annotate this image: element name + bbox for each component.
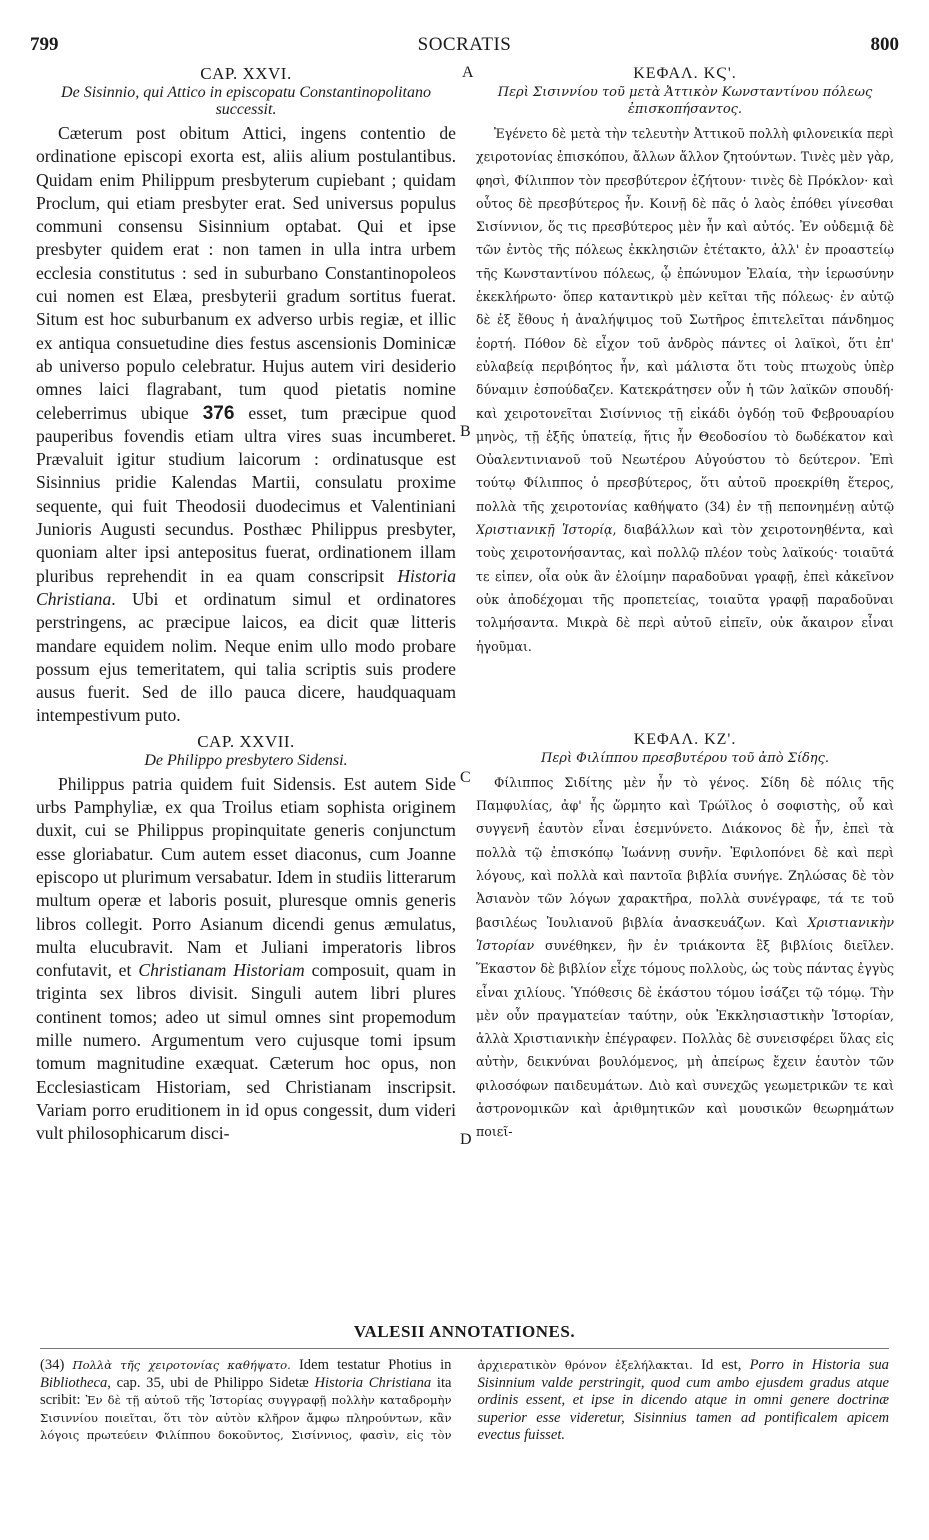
greek-27-text-b: συνέθηκεν, ἣν ἐν τριάκοντα ἓξ βιβλίοις διεῖλεν. Ἕκαστον δὲ βιβλίον εἶχε τόμους πολλοὺς, ὡς τοὺς πάντας ἐγγὺς εἶναι χιλίους. Ὑπόθεσις δὲ ἑκάστου τόμου ἰσάζει τῷ τόμῳ. Τὴν μὲν οὖν πραγματείαν ταύτην, οὐκ Ἐκκλησιαστικὴν Ἱστορίαν, ἀλλὰ Χριστιανικὴν ἐπέγραφεν. Πολλὰς δὲ συνεισφέρει ὕλας εἰς αὐτὴν, δεικνύναι βουλόμενος, μὴ ἀπείρως ἔχειν ἑαυτὸν τῶν φιλοσόφων παιδευμάτων. Διὸ καὶ συνεχῶς γεωμετρικῶν τε καὶ ἀστρονομικῶν καὶ ἀριθμητικῶν καὶ μουσικῶν θεωρημάτων ποιεῖ-: [476, 937, 894, 1140]
latin-chapter-27-text: [36, 773, 456, 1146]
latin-27-text-b: composuit, quam in triginta sex libros divisit. Singuli autem libri plures continent tomos; adeo ut simul omnes sint propemodum mille numero. Argumentum vero cujusque tomi ipsum tomum magnitudine exæquat. Cæterum hoc opus, non Ecclesiasticam Historiam, sed Christianam inscripsit. Variam porro eruditionem in id opus congessit, dum videri vult philosophicarum disci-: [36, 960, 456, 1144]
greek-column: [476, 64, 894, 1144]
greek-chapter-27-title: ΚΕΦΑΛ. ΚΖ'.: [633, 730, 737, 748]
latin-column: [36, 64, 456, 1145]
running-title: SOCRATIS: [417, 34, 512, 55]
greek-26-text-b: , διαβάλλων καὶ τὸν χειροτονηθέντα, καὶ τοὺς χειροτονήσαντας, καὶ πολλῷ πλέον τοὺς λαϊκούς· τοιαῦτά τε εἰπεν, οἷα οὐκ ἂν ἑλοίμην παραδοῦναι γραφῇ, ἐπεὶ κἀκεῖνον οὐκ ἀποδέχομαι τῆς προπετείας, τοιαῦτα γραφῇ παραδοῦναι τολμήσαντα. Μικρὰ δὲ περὶ αὐτοῦ εἰπεῖν, οὐκ ἄκαιρον εἶναι ἡγοῦμαι.: [476, 522, 894, 654]
latin-chapter-26-text: [36, 122, 456, 728]
latin-chapter-27-subtitle: De Philippo presbytero Sidensi.: [144, 751, 348, 769]
greek-26-text-a: Ἐγένετο δὲ μετὰ τὴν τελευτὴν Ἀττικοῦ πολλὴ φιλονεικία περὶ χειροτονίας ἐπισκόπου, ἄλλων ἄλλον ζητούντων. Τινὲς μὲν γὰρ, φησὶ, Φίλιππον τὸν πρεσβύτερον ἐζήτουν· τινὲς δὲ Πρόκλον· καὶ οὗτος δὲ πρεσβύτερος ἦν. Κοινῇ δὲ πᾶς ὁ λαὸς ἐπόθει γίνεσθαι Σισίννιον, ὅς τις πρεσβύτερος μὲν ἦν καὶ αὐτός. Ἐν οὐδεμιᾷ δὲ τῶν ἐντὸς τῆς πόλεως ἐκκλησιῶν ἐτέτακτο, ἀλλ' ἐν προαστείῳ τῆς Κωνσταντίνου πόλεως, ᾧ ἐπώνυμον Ἐλαία, τὴν ἱερωσύνην ἐκεκλήρωτο· ὅπερ καταντικρὺ μὲν κεῖται τῆς πόλεως· ἐν αὐτῷ δὲ ἐξ ἔθους ἡ ἀναλήψιμος τοῦ Σωτῆρος ἐπιτελεῖται πάνδημος ἑορτή. Πόθον δὲ εἶχον τοῦ ἀνδρὸς πάντες οἱ λαϊκοὶ, ὅτι ἐπ' εὐλαβείᾳ περιβόητος ἦν, καὶ μάλιστα ὅτι τοὺς πτωχοὺς ὑπὲρ δύναμιν ἐσπούδαζεν. Κατεκράτησεν οὖν ἡ τῶν λαϊκῶν σπουδή· καὶ χειροτονεῖται Σισίννιος τῇ εἰκάδι ὀγδόῃ τοῦ Φεβρουαρίου μηνὸς, τῇ ἑξῆς ὑπατείᾳ, ἥτις ἦν Θεοδοσίου τὸ δωδέκατον καὶ Οὐαλεντινιανοῦ τοῦ Νεωτέρου Αὐγούστου τὸ δεύτερον. Ἐπὶ τούτῳ Φίλιππος ὁ πρεσβύτερος, ὅτι αὐτοῦ προεκρίθη ἕτερος, πολλὰ τῆς χειροτονίας καθήψατο (34) ἐν τῇ πεπονημένῃ αὐτῷ: [476, 126, 894, 514]
latin-26-text-a: Cæterum post obitum Attici, ingens contentio de ordinatione episcopi exorta est, aliis alium postulantibus. Quidam enim Philippum presbyterum cupiebant ; quidam Proclum, qui etiam presbyter erat. Sed universus populus communi consensu Sisinnium optabat. Qui et ipse presbyter quidem erat : non tamen in ulla intra urbem ecclesia constitutus : sed in suburbano Constantinopoleos cui nomen est Elæa, presbyterii gradum sortitus fuerat. Situm est hoc suburbanum ex adverso urbis regiæ, et illic ex antiqua consuetudine dies festus ascensionis Dominicæ ab universo populo celebratur. Hujus autem viri desiderio omnes laici flagrabant, tum quod pietatis nomine celeberrimus ubique: [36, 123, 456, 423]
page-marker: 376: [202, 402, 235, 424]
latin-26-italic: Historia Christiana: [36, 565, 456, 609]
annotation-text-1: Idem testatur Photius in: [298, 1357, 452, 1373]
greek-26-italic: Χριστιανικῇ Ἱστορίᾳ: [476, 522, 613, 538]
annotation-italic-3: Porro in Historia sua Sisinnium valde perstringit, quod cum ambo ejusdem gradus atque ordinis essent, et ipse in dicendo atque in omni genere doctrinæ superior esse videretur, Sisinnius tamen ad pontificalem apicem evectus fuisset.: [477, 1357, 889, 1444]
latin-26-text-c: . Ubi et ordinatum simul et ordinatores perstringens, ac præcipue laicos, ea dicit quæ litteris mandare equidem nolim. Neque enim ullo modo probare possum ejus temeritatem, qui talia scriptis suis prodere ausus fuerit. Sed de illo pauca dicere, haudquaquam intempestivum puto.: [36, 588, 456, 726]
annotation-greek-quote: Ἐν δὲ τῇ αὐτοῦ τῆς Ἱστορίας συγγραφῇ πολλὴν καταδρομὴν Σισιννίου ποιεῖται, ὅτι τὸν αὐτὸν κλῆρον ἄμφω πληρούντων, κἂν λόγοις πρωτεύειν Φιλίππου δοκοῦντος, Σισίννιος, φασὶν, εἰς τὸν ἀρχιερατικὸν θρόνον ἐξελήλακται.: [40, 1358, 693, 1443]
margin-letter-a: A: [462, 64, 474, 81]
greek-chapter-26-title: ΚΕΦΑΛ. ΚϚ'.: [633, 65, 737, 82]
greek-27-text-a: Φίλιππος Σιδίτης μὲν ἦν τὸ γένος. Σίδη δὲ πόλις τῆς Παμφυλίας, ἀφ' ἧς ὥρμητο καὶ Τρώϊλος ὁ σοφιστὴς, οὗ καὶ συγγενῆ ἑαυτὸν εἶναι ἐσεμνύνετο. Διάκονος δὲ ἦν, ἐπεὶ τὰ πολλὰ τῷ ἐπισκόπῳ Ἰωάννῃ συνῆν. Ἐφιλοπόνει δὲ καὶ περὶ λόγους, καὶ πολλὰ καὶ παντοῖα βιβλία συνήγε. Ζηλώσας δὲ τὸν Ἀσιανὸν τῶν λόγων χαρακτῆρα, πολλὰ συνέγραφε, τά τε τοῦ βασιλέως Ἰουλιανοῦ βιβλία ἀνασκευάζων. Καὶ: [476, 774, 894, 930]
greek-27-italic: Χριστιανικὴν Ἱστορίαν: [476, 914, 894, 953]
annotation-text-2: , cap. 35, ubi de Philippo Sidetæ: [107, 1374, 309, 1391]
greek-chapter-26-text: [476, 122, 894, 658]
annotation-italic-1: Bibliotheca: [40, 1374, 108, 1391]
annotation-italic-2: Historia Christiana: [314, 1374, 432, 1391]
latin-chapter-27-title: CAP. XXVII.: [197, 731, 295, 751]
annotation-lemma: Πολλὰ τῆς χειροτονίας καθήψατο.: [72, 1358, 291, 1372]
margin-letter-b: B: [460, 423, 471, 440]
greek-chapter-26-subtitle: Περὶ Σισιννίου τοῦ μετὰ Ἀττικὸν Κωνσταντίνου πόλεως ἐπισκοπήσαντος.: [497, 85, 873, 117]
annotations-body: [40, 1357, 889, 1445]
latin-chapter-26-title: CAP. XXVI.: [200, 64, 292, 83]
latin-26-text-b: esset, tum præcipue quod pauperibus fovendis etiam ultra vires suas incumberet. Prævaluit igitur studium laicorum : ordinatusque est Sisinnius pridie Kalendas Martii, consulatu proxime sequente, qui fuit Theodosii duodecimus et Valentiniani Junioris Augusti secundus. Posthæc Philippus presbyter, quoniam alter ipsi antepositus fuerat, ordinationem illam pluribus reprehendit in ea quam conscripsit: [36, 402, 456, 586]
chapter-gap: [476, 658, 894, 730]
annotations-title: VALESII ANNOTATIONES.: [353, 1322, 576, 1341]
annotations-divider: [40, 1348, 889, 1349]
annotation-number: (34): [40, 1357, 65, 1373]
greek-chapter-27-text: [476, 771, 894, 1144]
latin-27-text-a: Philippus patria quidem fuit Sidensis. Est autem Side urbs Pamphyliæ, ex qua Troilus etiam sophista originem duxit, cui se Philippus propinquitate generis conjunctum esse gloriabatur. Cum autem esset diaconus, cum Joanne episcopo ut plurimum versabatur. Idem in studiis litterarum multum operæ et laboris posuit, pluresque omnis generis libros collegit. Porro Asianum dicendi genus æmulatus, multa elucubravit. Nam et Juliani imperatoris libros confutavit, et: [36, 773, 456, 981]
margin-letter-d: D: [460, 1131, 472, 1148]
margin-letter-c: C: [460, 769, 471, 786]
annotation-text-3: ita scribit:: [40, 1374, 452, 1409]
page-number-left: 799: [30, 34, 59, 55]
latin-27-italic: Christianam Historiam: [138, 960, 305, 981]
annotation-text-4: Id est,: [701, 1357, 742, 1373]
page-header: [30, 34, 899, 60]
greek-chapter-27-subtitle: Περὶ Φιλίππου πρεσβυτέρου τοῦ ἀπὸ Σίδης.: [540, 750, 829, 766]
annotation-34: [40, 1357, 889, 1445]
latin-chapter-26-subtitle: De Sisinnio, qui Attico in episcopatu Constantinopolitano successit.: [61, 84, 431, 118]
page-number-right: 800: [870, 34, 899, 55]
